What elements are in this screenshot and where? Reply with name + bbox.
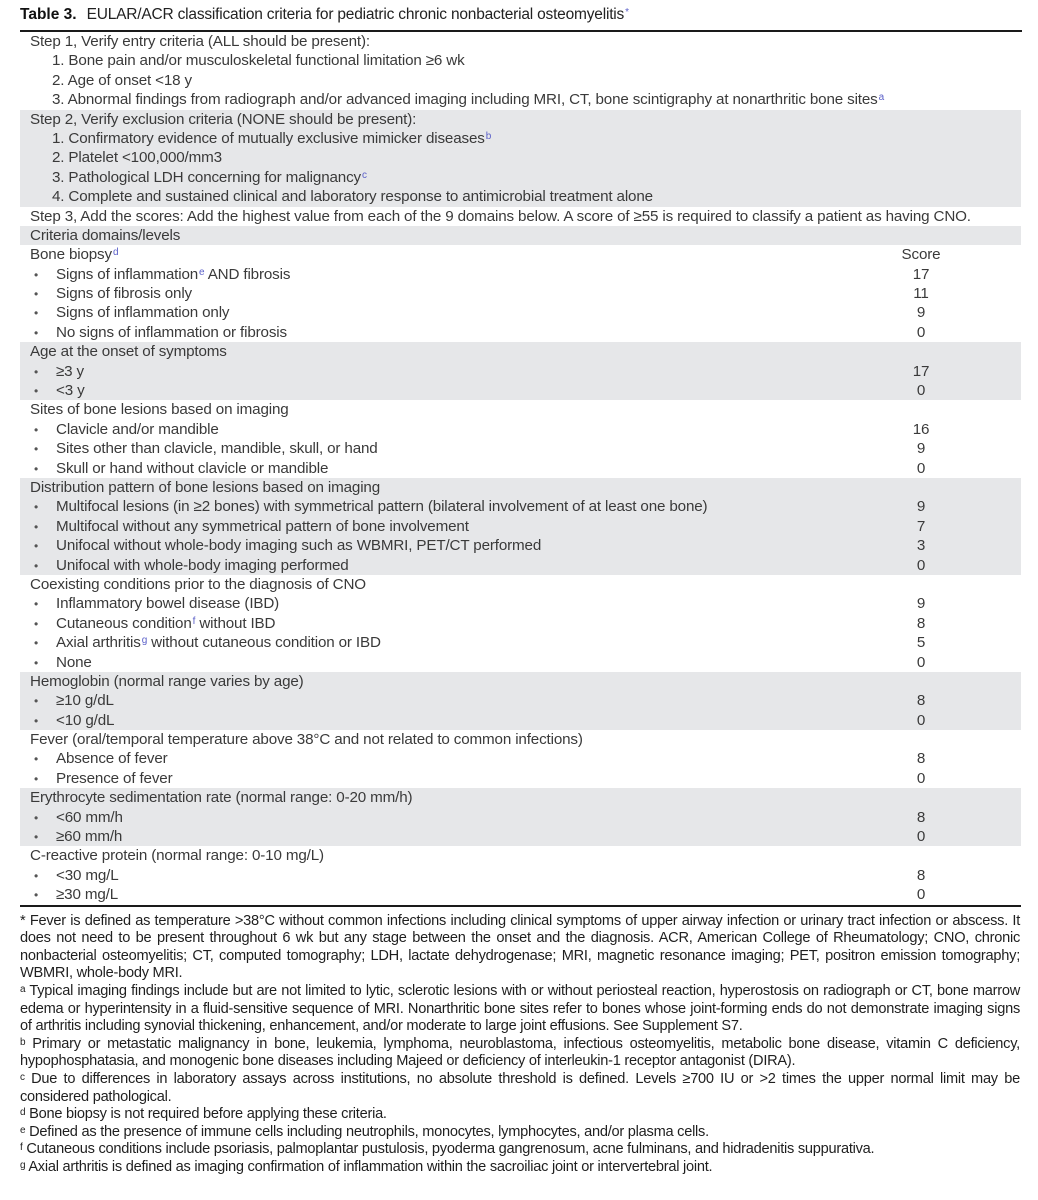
domain-name: Age at the onset of symptoms [30,343,227,361]
domain-name: C-reactive protein (normal range: 0-10 mg/L) [30,847,324,865]
bullet-icon: • [34,539,39,554]
level-score: 8 [916,750,926,768]
footnote-mark: * [20,912,26,929]
bullet-icon: • [34,422,39,437]
footnote-ref-d[interactable]: d [112,247,119,259]
domain-name: Hemoglobin (normal range varies by age) [30,672,304,690]
level-row [20,517,1021,536]
level-row [20,711,1021,730]
level-score: 5 [916,634,926,652]
level-row [20,439,1021,458]
level-score: 17 [912,265,930,283]
level-row [20,284,1021,303]
score-header [871,400,1021,419]
footnote-f: $^f$ Cutaneous conditions include psoriasis, palmoplantar pustulosis, pyoderma gangrenosum, acne fulminans, and hidradenitis suppurativa. [20,1141,875,1158]
bullet-icon: • [34,267,39,282]
level-score: 9 [916,440,926,458]
level-row [20,614,1021,633]
level-score: 8 [916,692,926,710]
level-score: 7 [916,517,926,535]
level-label: • Cutaneous condition$^f$ without IBD [20,614,871,633]
bullet-icon: • [34,810,39,825]
level-row [20,749,1021,768]
footnote-ref-star[interactable]: * [625,7,629,18]
level-score: 0 [916,886,926,904]
level-label: • Presence of fever [20,769,871,788]
step2-section [20,110,1021,207]
level-row [20,362,1021,381]
level-score: 8 [916,866,926,884]
footnote-d: $^d$ Bone biopsy is not required before applying these criteria. [20,1106,387,1123]
level-score: 8 [916,808,926,826]
level-label: • Signs of inflammation$^e$ AND fibrosis [20,265,871,284]
bullet-icon: • [34,752,39,767]
bullet-icon: • [34,442,39,457]
level-label: • Signs of inflammation only [20,303,871,322]
step1-heading: Step 1, Verify entry criteria (ALL should be present): [30,33,370,50]
level-row [20,497,1021,516]
level-label: • Axial arthritis$^g$ without cutaneous condition or IBD [20,633,871,652]
step2-heading: Step 2, Verify exclusion criteria (NONE should be present): [30,110,417,128]
level-label: • ≥10 g/dL [20,691,871,710]
domain-header-row [20,245,1021,264]
level-row [20,653,1021,672]
level-label: • Inflammatory bowel disease (IBD) [20,594,871,613]
bullet-icon: • [34,636,39,651]
score-header: Score [901,246,941,264]
step2-item: 2. Platelet <100,000/mm3 [52,149,222,167]
level-label: • Sites other than clavicle, mandible, skull, or hand [20,439,871,458]
level-score: 9 [916,595,926,613]
level-row [20,633,1021,652]
level-score: 0 [916,653,926,671]
footnote-ref-e[interactable]: e [199,266,205,278]
domain-group [20,846,1021,904]
domain-group [20,478,1021,575]
level-label: • Skull or hand without clavicle or mandible [20,459,871,478]
level-row [20,866,1021,885]
level-score: 17 [912,362,930,380]
score-header [871,846,1021,865]
score-header [871,788,1021,807]
level-row [20,885,1021,904]
step2-item: 3. Pathological LDH concerning for malignancy$^c$ [52,168,367,186]
footnote-mark: c [20,1071,25,1083]
table-bottom-rule [20,905,1021,907]
domain-name: Coexisting conditions prior to the diagnosis of CNO [30,575,366,593]
bullet-icon: • [34,461,39,476]
level-label: • ≥60 mm/h [20,827,871,846]
level-row [20,827,1021,846]
bullet-icon: • [34,384,39,399]
step2-item: 4. Complete and sustained clinical and laboratory response to antimicrobial treatment alone [52,188,653,206]
footnote-ref-f[interactable]: f [192,615,196,627]
score-header [871,575,1021,594]
level-score: 0 [916,828,926,846]
level-label: • Signs of fibrosis only [20,284,871,303]
footnote-star: * Fever is defined as temperature >38°C without common infections including clinical symptoms of upper airway infection or urinary tract infection or abscess. It does not need to be present throughout 6 wk but any stage between the onset and the diagnosis. ACR, American College of Rheumatology; CNO, chronic nonbacterial osteomyelitis; CT, computed tomography; LDH, lactate dehydrogenase; MRI, magnetic resonance imaging; PET, positron emission tomography; WBMRI, whole-body MRI. [20,912,1020,982]
footnote-ref-b[interactable]: b [485,130,492,142]
level-row [20,459,1021,478]
level-row [20,769,1021,788]
table-number: Table 3. [20,6,77,23]
bullet-icon: • [34,325,39,340]
level-score: 16 [912,420,930,438]
step1-item: 1. Bone pain and/or musculoskeletal functional limitation ≥6 wk [52,52,465,70]
level-row [20,691,1021,710]
table-caption: EULAR/ACR classification criteria for pediatric chronic nonbacterial osteomyelitis [86,6,625,23]
domain-header-row [20,788,1021,807]
footnote-g: $^g$ Axial arthritis is defined as imaging confirmation of inflammation within the sacroiliac joint or intervertebral joint. [20,1158,713,1175]
bullet-icon: • [34,694,39,709]
domains-container [20,245,1023,904]
table-title [20,4,1022,32]
level-label: • Unifocal with whole-body imaging performed [20,556,871,575]
bullet-icon: • [34,655,39,670]
score-header [871,478,1021,497]
level-row [20,303,1021,322]
domain-group [20,400,1021,478]
level-label: • <30 mg/L [20,866,871,885]
step3-heading: Step 3, Add the scores: Add the highest value from each of the 9 domains below. A score of ≥55 is required to classify a patient as having CNO. [30,207,971,225]
level-score: 9 [916,498,926,516]
domain-name: Bone biopsy$^d$ [30,246,119,264]
domain-name: Distribution pattern of bone lesions based on imaging [30,478,381,496]
level-score: 11 [913,285,929,303]
footnote-e: $^e$ Defined as the presence of immune cells including neutrophils, monocytes, lymphocytes, and/or plasma cells. [20,1123,709,1140]
domain-group [20,245,1021,342]
level-score: 0 [916,459,926,477]
bullet-icon: • [34,364,39,379]
level-row [20,381,1021,400]
level-score: 0 [916,323,926,341]
level-label: • ≥3 y [20,362,871,381]
domain-group [20,342,1021,400]
level-score: 3 [916,537,926,555]
criteria-header: Criteria domains/levels [30,226,181,244]
bullet-icon: • [34,306,39,321]
level-label: • <60 mm/h [20,808,871,827]
bullet-icon: • [34,888,39,903]
bullet-icon: • [34,519,39,534]
bullet-icon: • [34,287,39,302]
domain-group [20,788,1021,846]
criteria-header-row [20,226,1021,245]
level-label: • Absence of fever [20,749,871,768]
level-row [20,594,1021,613]
level-score: 9 [916,304,926,322]
score-header [871,730,1021,749]
level-row [20,556,1021,575]
level-row [20,323,1021,342]
domain-header-row [20,672,1021,691]
level-label: • No signs of inflammation or fibrosis [20,323,871,342]
footnote-mark: f [20,1142,23,1154]
level-row [20,808,1021,827]
level-label: • None [20,653,871,672]
score-header [871,672,1021,691]
bullet-icon: • [34,868,39,883]
level-label: • Multifocal without any symmetrical pattern of bone involvement [20,517,871,536]
level-score: 0 [916,382,926,400]
level-label: • <10 g/dL [20,711,871,730]
footnote-mark: b [20,1036,26,1048]
level-label: • <3 y [20,381,871,400]
bullet-icon: • [34,616,39,631]
level-row [20,420,1021,439]
step1-item: 2. Age of onset <18 y [52,71,192,89]
domain-group [20,672,1021,730]
domain-header-row [20,575,1021,594]
bullet-icon: • [34,558,39,573]
domain-name: Fever (oral/temporal temperature above 38°C and not related to common infections) [30,731,583,749]
footnote-c: $^c$ Due to differences in laboratory assays across institutions, no absolute threshold is defined. Levels ≥700 IU or >2 times the upper normal limit may be considered pathological. [20,1070,1020,1105]
level-score: 8 [916,614,926,632]
step3-section [20,207,1021,226]
criteria-table [20,32,1023,907]
footnote-a: $^a$ Typical imaging findings include but are not limited to lytic, sclerotic lesions with or without periosteal reaction, hyperostosis on radiograph or CT, bone marrow edema or hyperintensity in a fluid-sensitive sequence of MRI. Nonarthritic bone sites refer to bones whose joint-forming ends do not demonstrate imaging signs of arthritis including synovial thickening, enhancement, and/or moderate to large joint effusions. See Supplement S7. [20,982,1021,1035]
domain-header-row [20,730,1021,749]
domain-name: Sites of bone lesions based on imaging [30,401,289,419]
domain-group [20,730,1021,788]
level-label: • Multifocal lesions (in ≥2 bones) with symmetrical pattern (bilateral involvement of at least one bone) [20,497,871,516]
domain-header-row [20,846,1021,865]
bullet-icon: • [34,771,39,786]
level-row [20,265,1021,284]
domain-group [20,575,1021,672]
step1-section [20,32,1021,110]
domain-name: Erythrocyte sedimentation rate (normal range: 0-20 mm/h) [30,789,413,807]
footnote-mark: e [20,1124,26,1136]
bullet-icon: • [34,597,39,612]
footnote-ref-c[interactable]: c [361,169,367,181]
domain-header-row [20,342,1021,361]
level-label: • ≥30 mg/L [20,885,871,904]
step1-item: 3. Abnormal findings from radiograph and/or advanced imaging including MRI, CT, bone scintigraphy at nonarthritic bone sites$^a$ [52,91,885,109]
level-label: • Unifocal without whole-body imaging such as WBMRI, PET/CT performed [20,536,871,555]
footnote-mark: g [20,1159,26,1171]
footnote-mark: a [20,983,26,995]
bullet-icon: • [34,500,39,515]
level-score: 0 [916,556,926,574]
level-score: 0 [916,769,926,787]
footnote-ref-a[interactable]: a [878,92,885,104]
domain-header-row [20,400,1021,419]
score-header [871,342,1021,361]
footnote-ref-g[interactable]: g [141,635,148,647]
footnote-b: $^b$ Primary or metastatic malignancy in bone, leukemia, lymphoma, neuroblastoma, infectious osteomyelitis, metabolic bone disease, vitamin C deficiency, hypophosphatasia, and monogenic bone diseases including Majeed or deficiency of interleukin-1 receptor antagonist (DIRA). [20,1035,1020,1070]
bullet-icon: • [34,830,39,845]
level-row [20,536,1021,555]
domain-header-row [20,478,1021,497]
level-label: • Clavicle and/or mandible [20,420,871,439]
step2-item: 1. Confirmatory evidence of mutually exclusive mimicker diseases$^b$ [52,129,492,147]
footnotes [20,913,1022,1177]
bullet-icon: • [34,713,39,728]
footnote-mark: d [20,1107,26,1119]
level-score: 0 [916,711,926,729]
